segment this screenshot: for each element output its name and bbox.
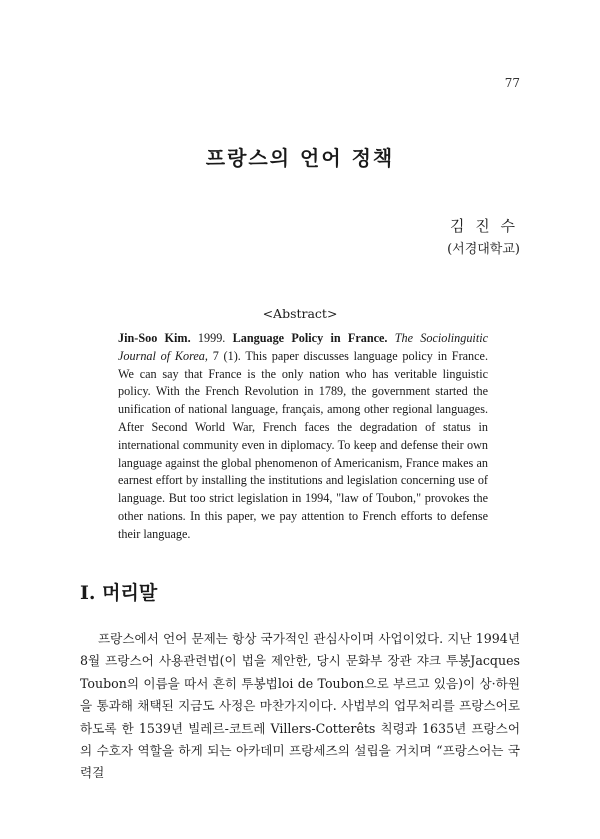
citation-year: 1999. (197, 331, 226, 345)
abstract-text: This paper discusses language policy in France. We can say that France is the only nation who has veritable linguistic policy. With the French Revolution in 1789, the government started the unification of national language, français, among other regional languages. After Second World War, French faces the degradation of status in international community even in diplomacy. To keep and defense their own language against the global phenomenon of Americanism, France makes an earnest effort by installing the institutions and legislation concerning use of language. But too strict legislation in 1994, "law of Toubon," provokes the other nations. In this paper, we pay attention to French efforts to defense their language. (118, 348, 489, 541)
citation-author: Jin-Soo Kim. (118, 331, 191, 345)
body-paragraph: 프랑스에서 언어 문제는 항상 국가적인 관심사이며 사업이었다. 지난 1994년 8월 프랑스어 사용관련법(이 법을 제안한, 당시 문화부 장관 쟈크 투봉Jacques Toubon의 이름을 따서 흔히 투봉법loi de Toubon으로 부르고 있음)이 상·하원을 통과해 채택된 지금도 사정은 마찬가지이다. 사법부의 업무처리를 프랑스어로 하도록 한 1539년 빌레르-코트레 Villers-Cotterêts 칙령과 1635년 프랑스어의 수호자 역할을 하게 되는 아카데미 프랑세즈의 설립을 거치며 “프랑스어는 국력걸 (80, 631, 520, 781)
citation-title: Language Policy in France. (232, 331, 388, 345)
author-affiliation: (서경대학교) (447, 242, 520, 257)
page-number: 77 (504, 76, 520, 90)
author-name: 김 진 수 (449, 217, 518, 235)
paper-title: 프랑스의 언어 정책 (205, 146, 395, 170)
journal-name: The Sociolinguitic Journal of Korea, (118, 331, 489, 363)
abstract-heading: <Abstract> (262, 306, 338, 321)
abstract-body (118, 330, 488, 544)
journal-volume: 7 (1). (212, 348, 241, 363)
section-heading: Ⅰ. 머리말 (80, 582, 158, 604)
